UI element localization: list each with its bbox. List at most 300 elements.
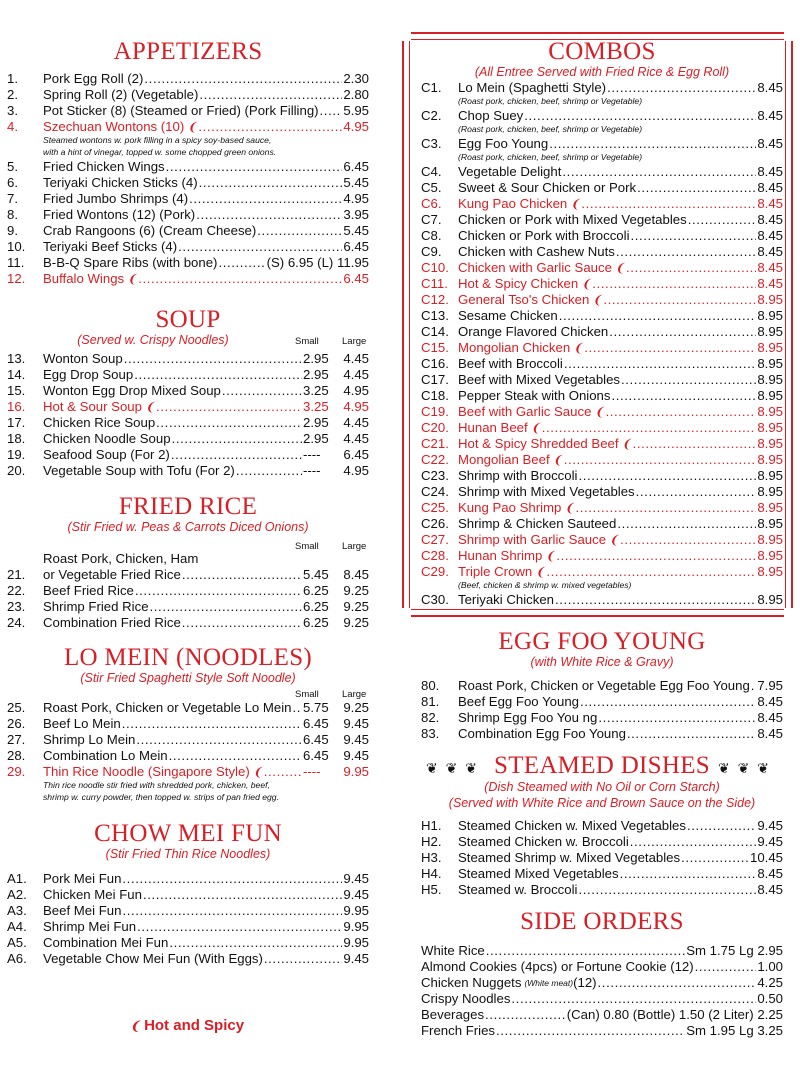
item-name: or Vegetable Fried Rice	[43, 567, 181, 582]
dot-leader	[559, 308, 757, 324]
dot-leader	[626, 260, 756, 276]
column-header-large: Large	[342, 336, 367, 347]
legend-label: Hot and Spicy	[144, 1017, 245, 1034]
item-price-small: ----	[303, 447, 321, 462]
item-number: C23.	[421, 468, 449, 483]
item-number: 13.	[7, 351, 26, 366]
item-price-large: 9.45	[343, 732, 369, 747]
item-name: Beef with Mixed Vegetables	[458, 372, 621, 387]
menu-item	[7, 716, 369, 732]
menu-item	[421, 136, 783, 152]
menu-item	[7, 951, 369, 967]
item-number: 5.	[7, 159, 18, 174]
item-price: 0.50	[757, 991, 783, 1006]
item-number: 26.	[7, 716, 26, 731]
chili-pepper-icon: ❨	[564, 501, 575, 515]
section-title: SOUP	[155, 306, 221, 333]
item-number: 81.	[421, 694, 440, 709]
menu-item	[7, 887, 369, 903]
item-number: 29.	[7, 764, 26, 779]
item-name: Beef Fried Rice	[43, 583, 134, 598]
item-price: 3.95	[343, 207, 369, 222]
item-price-small: 2.95	[303, 367, 329, 382]
dot-leader	[486, 943, 685, 959]
dot-leader	[144, 71, 342, 87]
item-number: 24.	[7, 615, 26, 630]
item-number: C26.	[421, 516, 449, 531]
item-description: with a hint of vinegar, topped w. some chopped green onions.	[43, 147, 277, 157]
item-name: Vegetable Soup with Tofu (For 2)	[43, 463, 235, 478]
item-price-small: 2.95	[303, 431, 329, 446]
menu-item	[421, 196, 783, 212]
item-name: Combination Fried Rice	[43, 615, 181, 630]
chili-pepper-icon: ❨	[592, 293, 603, 307]
column-header-small: Small	[295, 336, 319, 347]
item-name: Kung Pao Shrimp	[458, 500, 562, 515]
chili-pepper-icon: ❨	[573, 341, 584, 355]
item-number: 18.	[7, 431, 26, 446]
item-description: Steamed wontons w. pork filling in a spicy soy-based sauce,	[43, 135, 272, 145]
item-name: French Fries	[421, 1023, 496, 1038]
item-price: 8.45	[757, 882, 783, 897]
item-price: 7.95	[757, 678, 783, 693]
menu-item	[421, 244, 783, 260]
menu-item	[7, 615, 369, 631]
item-name: Fried Wontons (12) (Pork)	[43, 207, 196, 222]
menu-item	[421, 108, 783, 124]
chili-pepper-icon: ❨	[187, 120, 198, 134]
section-title: EGG FOO YOUNG	[498, 628, 706, 655]
item-number: C22.	[421, 452, 449, 467]
menu-item	[421, 532, 783, 548]
hot-and-spicy-legend	[130, 1017, 244, 1034]
item-name: Roast Pork, Chicken or Vegetable Lo Mein	[43, 700, 292, 715]
item-name: Sesame Chicken	[458, 308, 558, 323]
dragon-ornament-right: ❦ ❦ ❦	[718, 760, 771, 776]
chili-pepper-icon: ❨	[545, 549, 556, 563]
menu-item	[421, 436, 783, 452]
item-name: Crab Rangoons (6) (Cream Cheese)	[43, 223, 257, 238]
dot-leader	[320, 103, 343, 119]
column-header-large: Large	[342, 689, 367, 700]
item-number: C13.	[421, 308, 449, 323]
item-name: Sweet & Sour Chicken or Pork	[458, 180, 637, 195]
item-number: 4.	[7, 119, 18, 134]
item-price: 8.95	[757, 436, 783, 451]
item-name: Kung Pao Chicken	[458, 196, 568, 211]
item-number: C11.	[421, 276, 448, 291]
dot-leader	[236, 463, 302, 479]
item-number: A5.	[7, 935, 27, 950]
item-price: (S) 6.95 (L) 11.95	[266, 255, 369, 270]
item-name: Steamed Mixed Vegetables	[458, 866, 619, 881]
dot-leader	[171, 447, 302, 463]
section-title: SIDE ORDERS	[520, 908, 684, 935]
menu-item	[7, 71, 369, 87]
section-title: STEAMED DISHES	[493, 752, 711, 779]
item-price: 9.95	[343, 935, 369, 950]
item-price-large: 9.25	[343, 615, 369, 630]
item-number: 11.	[7, 255, 25, 270]
dot-leader	[564, 356, 757, 372]
item-price-large: 4.45	[343, 431, 369, 446]
item-number: H5.	[421, 882, 442, 897]
item-price-small: ----	[303, 764, 321, 779]
item-number: 9.	[7, 223, 18, 238]
item-price: 9.45	[343, 887, 369, 902]
dot-leader	[122, 871, 342, 887]
chili-pepper-icon: ❨	[130, 1019, 141, 1033]
item-number: 2.	[7, 87, 18, 102]
dot-leader	[556, 548, 756, 564]
dot-leader	[575, 500, 756, 516]
dot-leader	[257, 223, 342, 239]
item-price: 9.95	[343, 919, 369, 934]
dot-leader	[598, 710, 756, 726]
item-price-small: 5.45	[303, 567, 329, 582]
dot-leader	[137, 919, 342, 935]
item-price: 8.95	[757, 324, 783, 339]
dot-leader	[198, 119, 342, 135]
menu-item	[7, 351, 369, 367]
menu-item	[7, 175, 369, 191]
item-number: C10.	[421, 260, 449, 275]
item-price: 8.95	[757, 500, 783, 515]
item-price: 8.95	[757, 548, 783, 563]
item-number: 20.	[7, 463, 26, 478]
dot-leader	[172, 431, 302, 447]
item-name: Chicken Mei Fun	[43, 887, 142, 902]
menu-item	[7, 159, 369, 175]
menu-item	[421, 592, 783, 608]
menu-item	[421, 404, 783, 420]
item-number: C16.	[421, 356, 449, 371]
item-price: 9.45	[343, 951, 369, 966]
dot-leader	[189, 191, 342, 207]
dot-leader	[630, 834, 757, 850]
section-title: COMBOS	[548, 38, 656, 65]
menu-item	[421, 484, 783, 500]
item-price: 5.95	[343, 103, 369, 118]
item-number: 21.	[7, 567, 26, 582]
dot-leader	[264, 764, 302, 780]
dot-leader	[135, 583, 302, 599]
item-number: C20.	[421, 420, 449, 435]
dot-leader	[637, 180, 756, 196]
item-price: 8.45	[757, 228, 783, 243]
menu-item	[421, 834, 783, 850]
dot-leader	[166, 159, 343, 175]
dot-leader	[218, 255, 265, 271]
dot-leader	[620, 866, 757, 882]
menu-item-line: Roast Pork, Chicken, Ham	[43, 551, 199, 566]
menu-item	[7, 191, 369, 207]
item-name: Chicken Nuggets	[421, 975, 522, 990]
dot-leader	[620, 532, 756, 548]
item-name: Combination Mei Fun	[43, 935, 169, 950]
item-name: Almond Cookies (4pcs) or Fortune Cookie (12)	[421, 959, 694, 974]
menu-item	[7, 700, 369, 716]
dot-leader	[581, 196, 756, 212]
item-number: 3.	[7, 103, 18, 118]
item-number: C15.	[421, 340, 449, 355]
item-price: 10.45	[749, 850, 783, 865]
section-title: FRIED RICE	[118, 493, 258, 520]
item-number: 25.	[7, 700, 26, 715]
section-subtitle: (Dish Steamed with No Oil or Corn Starch)	[484, 780, 720, 794]
item-price: 2.30	[343, 71, 369, 86]
item-number: C9.	[421, 244, 442, 259]
menu-item	[7, 583, 369, 599]
item-name: Crispy Noodles	[421, 991, 511, 1006]
section-title: LO MEIN (NOODLES)	[63, 644, 313, 671]
item-name: Szechuan Wontons (10)	[43, 119, 185, 134]
dot-leader	[182, 567, 302, 583]
menu-item	[421, 80, 783, 96]
item-name: Triple Crown	[458, 564, 533, 579]
menu-item	[7, 255, 369, 271]
item-price: 5.45	[343, 223, 369, 238]
item-price: 8.95	[757, 420, 783, 435]
menu-item	[7, 383, 369, 399]
item-price: 6.45	[343, 239, 369, 254]
item-name: Wonton Soup	[43, 351, 123, 366]
dot-leader	[122, 716, 302, 732]
dot-leader	[169, 748, 302, 764]
menu-item	[7, 399, 369, 415]
item-price: 8.95	[757, 356, 783, 371]
item-name: Teriyaki Chicken Sticks (4)	[43, 175, 198, 190]
item-number: 12.	[7, 271, 26, 286]
item-name: Fried Jumbo Shrimps (4)	[43, 191, 189, 206]
dot-leader	[156, 415, 302, 431]
item-price-small: ----	[303, 463, 321, 478]
menu-item	[421, 452, 783, 468]
item-price-large: 9.45	[343, 716, 369, 731]
item-price: 6.45	[343, 159, 369, 174]
item-price-small: 3.25	[303, 399, 329, 414]
menu-item	[421, 420, 783, 436]
item-number: 17.	[7, 415, 26, 430]
item-price: 8.45	[757, 196, 783, 211]
menu-item	[421, 212, 783, 228]
menu-item	[421, 866, 783, 882]
item-description: (Roast pork, chicken, beef, shrimp or Vegetable)	[458, 124, 643, 134]
item-price: 8.45	[757, 244, 783, 259]
item-price: 2.80	[343, 87, 369, 102]
menu-item	[7, 599, 369, 615]
item-price-small: 6.25	[303, 599, 329, 614]
item-price: Sm 1.75 Lg 2.95	[686, 943, 783, 958]
dot-leader	[627, 726, 756, 742]
item-price: 8.45	[757, 726, 783, 741]
item-number: C14.	[421, 324, 449, 339]
menu-item	[421, 943, 783, 959]
item-price-large: 9.25	[343, 599, 369, 614]
menu-item	[421, 882, 783, 898]
item-number: C24.	[421, 484, 449, 499]
item-number: C25.	[421, 500, 449, 515]
dot-leader	[621, 372, 756, 388]
item-price: 4.95	[343, 119, 369, 134]
item-name: Pork Mei Fun	[43, 871, 122, 886]
item-name: Steamed w. Broccoli	[458, 882, 578, 897]
dot-leader	[751, 678, 757, 694]
item-price: 6.45	[343, 271, 369, 286]
dot-leader	[578, 882, 756, 898]
item-name: Beef with Garlic Sauce	[458, 404, 592, 419]
menu-item	[7, 732, 369, 748]
menu-item	[7, 919, 369, 935]
menu-item	[7, 367, 369, 383]
dot-leader	[598, 975, 757, 991]
item-name: Beverages	[421, 1007, 485, 1022]
item-number: 6.	[7, 175, 18, 190]
item-name: Beef with Broccoli	[458, 356, 563, 371]
menu-item	[421, 340, 783, 356]
item-name: Teriyaki Beef Sticks (4)	[43, 239, 178, 254]
menu-item	[421, 228, 783, 244]
item-name: Pepper Steak with Onions	[458, 388, 611, 403]
menu-item	[7, 447, 369, 463]
menu-item	[7, 103, 369, 119]
item-number: C4.	[421, 164, 442, 179]
dot-leader	[150, 599, 302, 615]
dot-leader	[199, 87, 342, 103]
item-name: Mongolian Beef	[458, 452, 550, 467]
item-name: Vegetable Delight	[458, 164, 562, 179]
frame-corner	[399, 608, 411, 620]
item-number: 19.	[7, 447, 26, 462]
item-price-small: 6.25	[303, 615, 329, 630]
dot-leader	[122, 903, 342, 919]
menu-item	[7, 748, 369, 764]
item-price: Sm 1.95 Lg 3.25	[686, 1023, 783, 1038]
item-description: (Roast pork, chicken, beef, shrimp or Vegetable)	[458, 96, 643, 106]
item-price-large: 9.25	[343, 583, 369, 598]
item-number: C21.	[421, 436, 449, 451]
dot-leader	[143, 887, 342, 903]
item-number: C7.	[421, 212, 442, 227]
menu-item	[421, 164, 783, 180]
item-price: 8.45	[757, 866, 783, 881]
item-number: A1.	[7, 871, 27, 886]
item-number: H3.	[421, 850, 442, 865]
item-number: 15.	[7, 383, 26, 398]
section-title: CHOW MEI FUN	[94, 820, 282, 847]
menu-item	[7, 87, 369, 103]
dot-leader	[169, 935, 342, 951]
item-name: Steamed Shrimp w. Mixed Vegetables	[458, 850, 681, 865]
menu-item	[421, 818, 783, 834]
item-description: shrimp w. curry powder, then topped w. strips of pan fried egg.	[43, 792, 279, 802]
chili-pepper-icon: ❨	[621, 437, 632, 451]
dot-leader	[199, 175, 343, 191]
dot-leader	[687, 818, 756, 834]
item-price: 8.95	[757, 452, 783, 467]
item-name: Steamed Chicken w. Broccoli	[458, 834, 629, 849]
item-price-large: 9.95	[343, 764, 369, 779]
item-name: Pot Sticker (8) (Steamed or Fried) (Pork Filling)	[43, 103, 319, 118]
item-number: A4.	[7, 919, 27, 934]
menu-item	[421, 991, 783, 1007]
item-price-small: 6.45	[303, 716, 329, 731]
menu-item	[421, 260, 783, 276]
section-title: APPETIZERS	[113, 38, 263, 65]
chili-pepper-icon: ❨	[594, 405, 605, 419]
dot-leader	[511, 991, 756, 1007]
item-name: General Tso's Chicken	[458, 292, 590, 307]
item-price: 8.45	[757, 164, 783, 179]
dot-leader	[578, 468, 756, 484]
item-number: A2.	[7, 887, 27, 902]
item-name: Thin Rice Noodle (Singapore Style)	[43, 764, 250, 779]
item-price-small: 6.45	[303, 732, 329, 747]
item-price: 8.45	[757, 276, 783, 291]
menu-item	[7, 764, 369, 780]
item-name: Steamed Chicken w. Mixed Vegetables	[458, 818, 686, 833]
item-number: A6.	[7, 951, 27, 966]
item-name: Spring Roll (2) (Vegetable)	[43, 87, 199, 102]
section-subtitle: (All Entree Served with Fried Rice & Egg Roll)	[474, 65, 730, 79]
chili-pepper-icon: ❨	[609, 533, 620, 547]
dot-leader	[178, 239, 342, 255]
item-name: Shrimp Mei Fun	[43, 919, 137, 934]
menu-item	[421, 500, 783, 516]
dot-leader	[633, 436, 757, 452]
item-name: Shrimp Egg Foo You ng	[458, 710, 598, 725]
menu-item	[7, 431, 369, 447]
item-number: 22.	[7, 583, 26, 598]
item-number: 1.	[7, 71, 18, 86]
item-number: 23.	[7, 599, 26, 614]
dot-leader	[264, 951, 342, 967]
item-number: H1.	[421, 818, 442, 833]
menu-item	[7, 415, 369, 431]
section-subtitle: (with White Rice & Gravy)	[530, 655, 674, 669]
item-number: 7.	[7, 191, 18, 206]
chili-pepper-icon: ❨	[535, 565, 546, 579]
chili-pepper-icon: ❨	[144, 400, 156, 414]
item-number: 8.	[7, 207, 18, 222]
menu-item	[7, 935, 369, 951]
item-price: 8.95	[757, 516, 783, 531]
menu-item	[421, 324, 783, 340]
dot-leader	[293, 700, 302, 716]
item-name: Shrimp Lo Mein	[43, 732, 136, 747]
dot-leader	[636, 484, 757, 500]
dot-leader	[631, 228, 757, 244]
item-number: C18.	[421, 388, 449, 403]
dot-leader	[609, 324, 756, 340]
item-name: Hot & Spicy Shredded Beef	[458, 436, 619, 451]
item-price-large: 8.45	[343, 567, 369, 582]
item-number: C5.	[421, 180, 442, 195]
menu-item	[421, 959, 783, 975]
item-number: 16.	[7, 399, 26, 414]
menu-item	[7, 903, 369, 919]
dot-leader	[134, 367, 302, 383]
item-price: 8.45	[757, 108, 783, 123]
dot-leader	[546, 564, 756, 580]
dot-leader	[124, 351, 302, 367]
menu-item	[421, 292, 783, 308]
dot-leader	[695, 959, 757, 975]
item-number: 28.	[7, 748, 26, 763]
dot-leader	[138, 271, 342, 287]
item-name: Pork Egg Roll (2)	[43, 71, 144, 86]
dot-leader	[542, 420, 757, 436]
